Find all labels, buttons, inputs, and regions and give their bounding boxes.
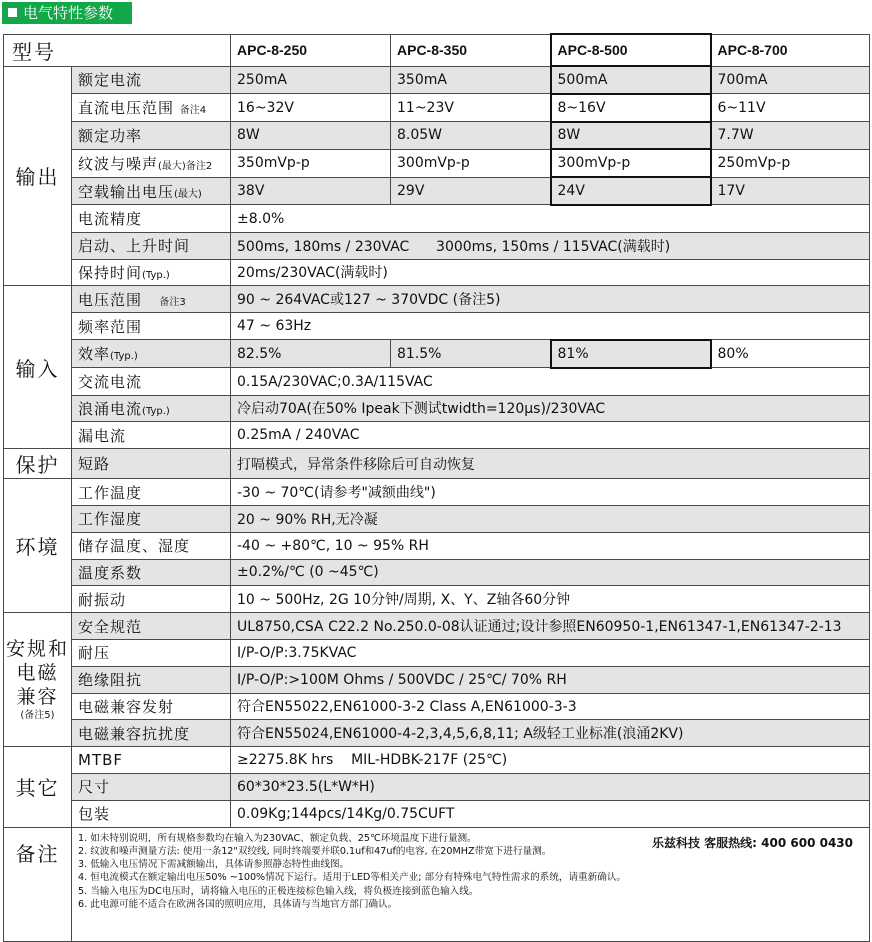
model-name: APC-8-350: [391, 34, 551, 66]
table-row: [4, 286, 870, 313]
cell-value: 20ms/230VAC(满载时): [231, 259, 870, 286]
row-label: 频率范围: [72, 313, 231, 340]
table-row: [4, 773, 870, 800]
table-row: [4, 613, 870, 640]
model-name: APC-8-700: [711, 34, 870, 66]
cell-value: 700mA: [711, 66, 870, 94]
cell-value: 38V: [231, 177, 391, 205]
row-label: 安全规范: [72, 613, 231, 640]
cell-value: 24V: [551, 177, 711, 205]
table-row: [4, 177, 870, 205]
cell-value: 打嗝模式，异常条件移除后可自动恢复: [231, 449, 870, 479]
cell-value: 20 ~ 90% RH,无冷凝: [231, 505, 870, 532]
cell-value: 250mVp-p: [711, 149, 870, 177]
row-label: 电流精度: [72, 205, 231, 232]
table-row: [4, 639, 870, 666]
cell-value: 90 ~ 264VAC或127 ~ 370VDC (备注5): [231, 286, 870, 313]
table-row: [4, 693, 870, 720]
row-label: 保持时间(Typ.): [72, 259, 231, 286]
cell-value: 7.7W: [711, 122, 870, 150]
category-others: 其它: [4, 747, 72, 827]
table-row: [4, 94, 870, 122]
cell-value: -40 ~ +80℃, 10 ~ 95% RH: [231, 532, 870, 559]
cell-value: 符合EN55024,EN61000-4-2,3,4,5,6,8,11; A级轻工业标准(浪涌2KV): [231, 720, 870, 747]
model-name: APC-8-250: [231, 34, 391, 66]
row-label: 空载输出电压(最大): [72, 177, 231, 205]
cell-value: 82.5%: [231, 340, 391, 368]
table-row: [4, 313, 870, 340]
cell-value: 500mA: [551, 66, 711, 94]
table-row: [4, 666, 870, 693]
row-label: 电磁兼容发射: [72, 693, 231, 720]
table-row: [4, 368, 870, 395]
model-label: 型号: [4, 34, 231, 66]
table-row: [4, 422, 870, 449]
cell-value: 350mVp-p: [231, 149, 391, 177]
hotline-text: 乐兹科技 客服热线: 400 600 0430: [651, 835, 853, 850]
section-header: [2, 2, 132, 24]
section-title: 电气特性参数: [23, 4, 114, 22]
table-row: [4, 720, 870, 747]
table-row: [4, 259, 870, 286]
cell-value: 350mA: [391, 66, 551, 94]
table-row: [4, 449, 870, 479]
row-label: 额定功率: [72, 122, 231, 150]
note-item: 6. 此电源可能不适合在欧洲各国的照明应用，具体请与当地官方部门确认。: [78, 899, 398, 910]
row-label: 储存温度、湿度: [72, 532, 231, 559]
cell-value: 0.15A/230VAC;0.3A/115VAC: [231, 368, 870, 395]
cell-value: -30 ~ 70℃(请参考"减额曲线"): [231, 479, 870, 506]
table-row: [4, 559, 870, 586]
cell-value: 符合EN55022,EN61000-3-2 Class A,EN61000-3-3: [231, 693, 870, 720]
category-notes: 备注: [4, 827, 72, 941]
notes-row: [4, 827, 870, 941]
table-row: [4, 747, 870, 774]
cell-value: 0.09Kg;144pcs/14Kg/0.75CUFT: [231, 800, 870, 827]
row-label: 额定电流: [72, 66, 231, 94]
category-input: 输入: [4, 286, 72, 449]
table-row: [4, 205, 870, 232]
cell-value: 47 ~ 63Hz: [231, 313, 870, 340]
table-row: [4, 149, 870, 177]
table-row: [4, 532, 870, 559]
category-safety-emc: 安规和 电磁 兼容 (备注5): [4, 613, 72, 747]
note-item: 3. 低输入电压情况下需减额输出，具体请参照静态特性曲线图。: [78, 859, 350, 871]
row-label: 绝缘阻抗: [72, 666, 231, 693]
row-label: 浪涌电流(Typ.): [72, 395, 231, 422]
row-label: 短路: [72, 449, 231, 479]
spec-table: [3, 33, 870, 942]
cell-value: 300mVp-p: [551, 149, 711, 177]
table-row: [4, 505, 870, 532]
cell-value: 8~16V: [551, 94, 711, 122]
cell-value: 冷启动70A(在50% Ipeak下测试twidth=120μs)/230VAC: [231, 395, 870, 422]
note-item: 5. 当输入电压为DC电压时，请将输入电压的正极连接棕色输入线，将负极连接到蓝色输入线。: [78, 885, 479, 897]
row-label: 直流电压范围 备注4: [72, 94, 231, 122]
cell-value: 10 ~ 500Hz, 2G 10分钟/周期, X、Y、Z轴各60分钟: [231, 586, 870, 613]
row-label: 启动、上升时间: [72, 232, 231, 259]
cell-value: I/P-O/P:>100M Ohms / 500VDC / 25℃/ 70% RH: [231, 666, 870, 693]
note-item: 2. 纹波和噪声测量方法: 使用一条12"双绞线, 同时终端要并联0.1uf和47uf的电容, 在20MHZ带宽下进行量测。: [78, 845, 552, 857]
note-item: 1. 如未特别说明，所有规格参数均在输入为230VAC、额定负载、25℃环境温度下进行量测。: [78, 832, 477, 844]
table-row: [4, 122, 870, 150]
square-icon: [8, 8, 17, 17]
row-label: 漏电流: [72, 422, 231, 449]
cell-value: 500ms, 180ms / 230VAC 3000ms, 150ms / 115VAC(满载时): [231, 232, 870, 259]
cell-value: ≥2275.8K hrs MIL-HDBK-217F (25℃): [231, 747, 870, 774]
notes-cell: [72, 827, 870, 941]
table-row: [4, 586, 870, 613]
cell-value: 0.25mA / 240VAC: [231, 422, 870, 449]
cell-value: 8W: [551, 122, 711, 150]
category-output: 输出: [4, 66, 72, 286]
cell-value: UL8750,CSA C22.2 No.250.0-08认证通过;设计参照EN60950-1,EN61347-1,EN61347-2-13: [231, 613, 870, 640]
cell-value: 8W: [231, 122, 391, 150]
model-name: APC-8-500: [551, 34, 711, 66]
row-label: 耐振动: [72, 586, 231, 613]
row-label: 工作温度: [72, 479, 231, 506]
category-protection: 保护: [4, 449, 72, 479]
cell-value: 250mA: [231, 66, 391, 94]
row-label: 耐压: [72, 639, 231, 666]
cell-value: 17V: [711, 177, 870, 205]
row-label: 包装: [72, 800, 231, 827]
cell-value: 11~23V: [391, 94, 551, 122]
table-row: [4, 340, 870, 368]
category-environment: 环境: [4, 479, 72, 613]
table-row: [4, 232, 870, 259]
cell-value: 81%: [551, 340, 711, 368]
cell-value: 8.05W: [391, 122, 551, 150]
cell-value: 6~11V: [711, 94, 870, 122]
table-row: [4, 66, 870, 94]
cell-value: 81.5%: [391, 340, 551, 368]
table-row: [4, 395, 870, 422]
row-label: 电压范围 备注3: [72, 286, 231, 313]
table-row: [4, 800, 870, 827]
cell-value: 60*30*23.5(L*W*H): [231, 773, 870, 800]
cell-value: 80%: [711, 340, 870, 368]
row-label: 电磁兼容抗扰度: [72, 720, 231, 747]
cell-value: 16~32V: [231, 94, 391, 122]
row-label: 效率(Typ.): [72, 340, 231, 368]
cell-value: ±0.2%/℃ (0 ~45℃): [231, 559, 870, 586]
row-label: MTBF: [72, 747, 231, 774]
cell-value: 29V: [391, 177, 551, 205]
table-row: [4, 479, 870, 506]
row-label: 工作湿度: [72, 505, 231, 532]
cell-value: ±8.0%: [231, 205, 870, 232]
model-row: [4, 34, 870, 66]
cell-value: I/P-O/P:3.75KVAC: [231, 639, 870, 666]
row-label: 温度系数: [72, 559, 231, 586]
row-label: 尺寸: [72, 773, 231, 800]
row-label: 交流电流: [72, 368, 231, 395]
row-label: 纹波与噪声(最大)备注2: [72, 149, 231, 177]
note-item: 4. 恒电流模式在额定输出电压50% ~100%情况下运行。适用于LED等相关产业; 部分有特殊电气特性需求的系统，请重新确认。: [78, 872, 627, 884]
cell-value: 300mVp-p: [391, 149, 551, 177]
